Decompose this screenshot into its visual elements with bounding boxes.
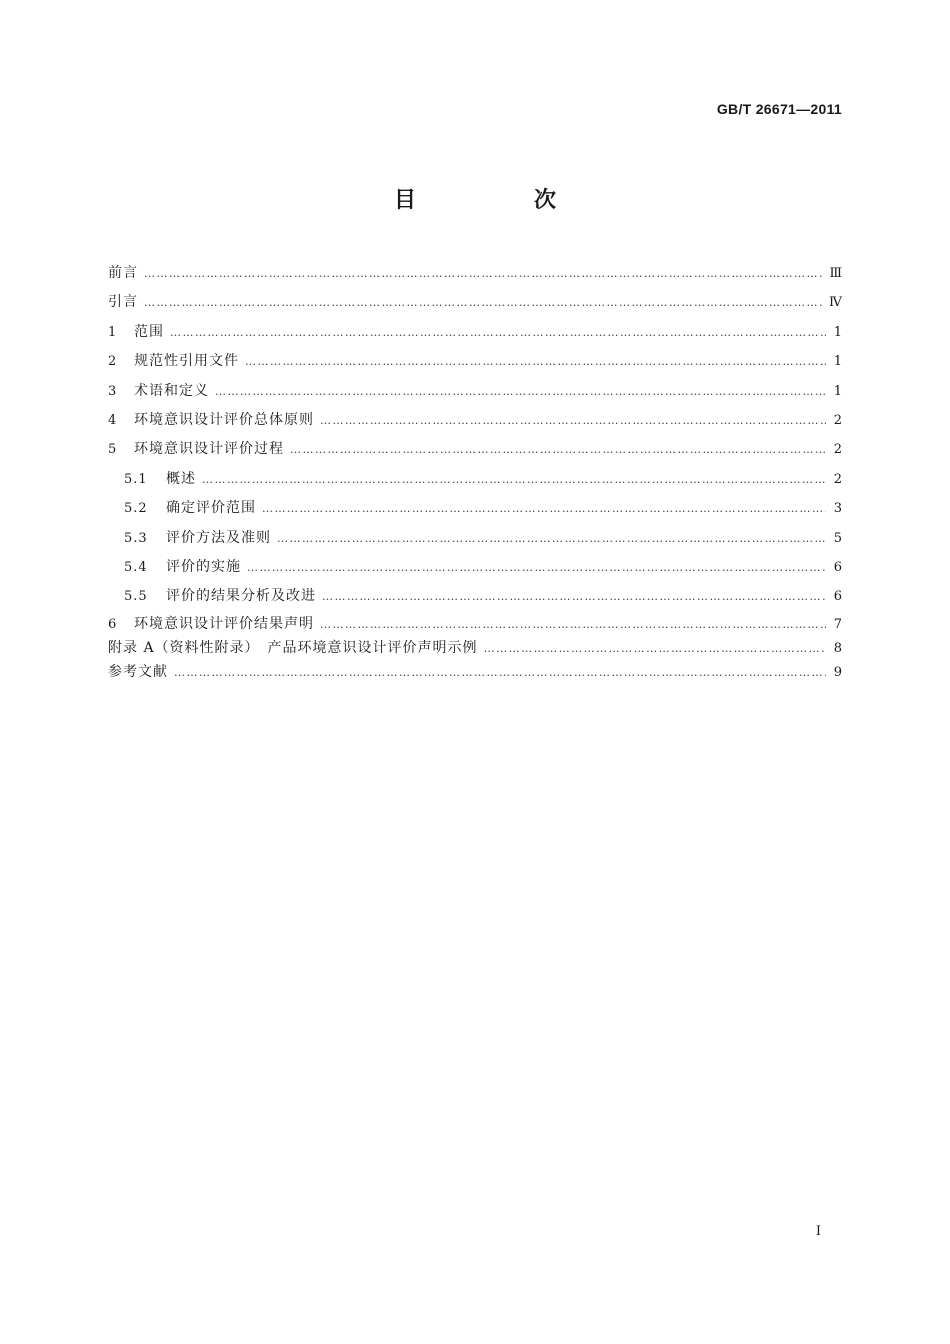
- toc-number: 2: [108, 354, 117, 370]
- toc-page: Ⅳ: [829, 295, 842, 311]
- dot-leader: [484, 637, 826, 661]
- toc-entry-5-1[interactable]: [108, 465, 842, 494]
- toc-page: 8: [833, 640, 842, 656]
- toc-number: 5.4: [124, 559, 148, 575]
- dot-leader: [245, 347, 826, 376]
- toc-label: 环境意识设计评价总体原则: [134, 411, 314, 428]
- toc-label: 概述: [166, 470, 196, 487]
- toc-entry-introduction[interactable]: [108, 288, 842, 317]
- page-title: 目 次: [393, 188, 604, 213]
- toc-entry-4[interactable]: [108, 406, 842, 435]
- toc-number: 1: [108, 324, 117, 340]
- standard-code: GB/T 26671—2011: [716, 101, 842, 117]
- toc-label: 评价方法及准则: [166, 529, 271, 546]
- toc-page: 2: [833, 471, 842, 487]
- toc-page: 2: [833, 412, 842, 428]
- toc-entry-bibliography[interactable]: [108, 660, 842, 684]
- toc-label: 引言: [108, 294, 138, 311]
- toc-label: 范围: [134, 323, 164, 340]
- toc-number: 5.2: [124, 501, 148, 517]
- toc-label: 环境意识设计评价过程: [134, 441, 284, 458]
- toc-number: 5.3: [124, 530, 148, 546]
- dot-leader: [320, 613, 826, 637]
- dot-leader: [290, 435, 826, 464]
- toc-entry-5-5[interactable]: [108, 582, 842, 611]
- toc-entry-1[interactable]: [108, 318, 842, 347]
- toc-label: 附录 A（资料性附录） 产品环境意识设计评价声明示例: [108, 639, 478, 656]
- toc-entry-5-2[interactable]: [108, 494, 842, 523]
- toc-entry-6[interactable]: [108, 612, 842, 636]
- dot-leader: [277, 524, 826, 553]
- toc-entry-5[interactable]: [108, 435, 842, 464]
- toc-label: 前言: [108, 265, 138, 281]
- toc-entry-5-4[interactable]: [108, 553, 842, 582]
- dot-leader: [144, 259, 823, 288]
- toc-entry-annex-a[interactable]: [108, 636, 842, 660]
- toc-label: 环境意识设计评价结果声明: [134, 615, 314, 632]
- toc-entry-3[interactable]: [108, 377, 842, 406]
- toc-page: 6: [833, 559, 842, 575]
- dot-leader: [247, 553, 826, 582]
- toc-number: 3: [108, 383, 117, 399]
- table-of-contents: [108, 259, 842, 684]
- dot-leader: [320, 406, 826, 435]
- toc-label: 确定评价范围: [166, 500, 256, 517]
- toc-page: 2: [833, 442, 842, 458]
- toc-page: 1: [833, 354, 842, 370]
- toc-number: 5.1: [124, 471, 148, 487]
- dot-leader: [174, 661, 826, 685]
- toc-label: 评价的实施: [166, 558, 241, 575]
- toc-page: 3: [833, 501, 842, 517]
- toc-label: 术语和定义: [134, 382, 209, 399]
- toc-entry-5-3[interactable]: [108, 524, 842, 553]
- toc-page: Ⅲ: [829, 266, 842, 281]
- toc-label: 规范性引用文件: [134, 353, 239, 370]
- page-number: Ⅰ: [815, 1224, 821, 1239]
- toc-number: 6: [108, 616, 117, 632]
- toc-page: 6: [833, 589, 842, 605]
- toc-entry-2[interactable]: [108, 347, 842, 376]
- dot-leader: [262, 494, 826, 523]
- dot-leader: [144, 288, 823, 317]
- dot-leader: [322, 582, 826, 611]
- toc-page: 1: [833, 383, 842, 399]
- dot-leader: [202, 465, 826, 494]
- dot-leader: [170, 318, 826, 347]
- toc-label: 评价的结果分析及改进: [166, 588, 316, 605]
- toc-number: 5.5: [124, 589, 148, 605]
- toc-number: 4: [108, 412, 117, 428]
- toc-page: 1: [833, 324, 842, 340]
- toc-page: 7: [833, 616, 842, 632]
- toc-page: 5: [833, 530, 842, 546]
- toc-page: 9: [833, 664, 842, 680]
- dot-leader: [215, 377, 826, 406]
- toc-label: 参考文献: [108, 663, 168, 680]
- toc-number: 5: [108, 442, 117, 458]
- toc-entry-foreword[interactable]: [108, 259, 842, 288]
